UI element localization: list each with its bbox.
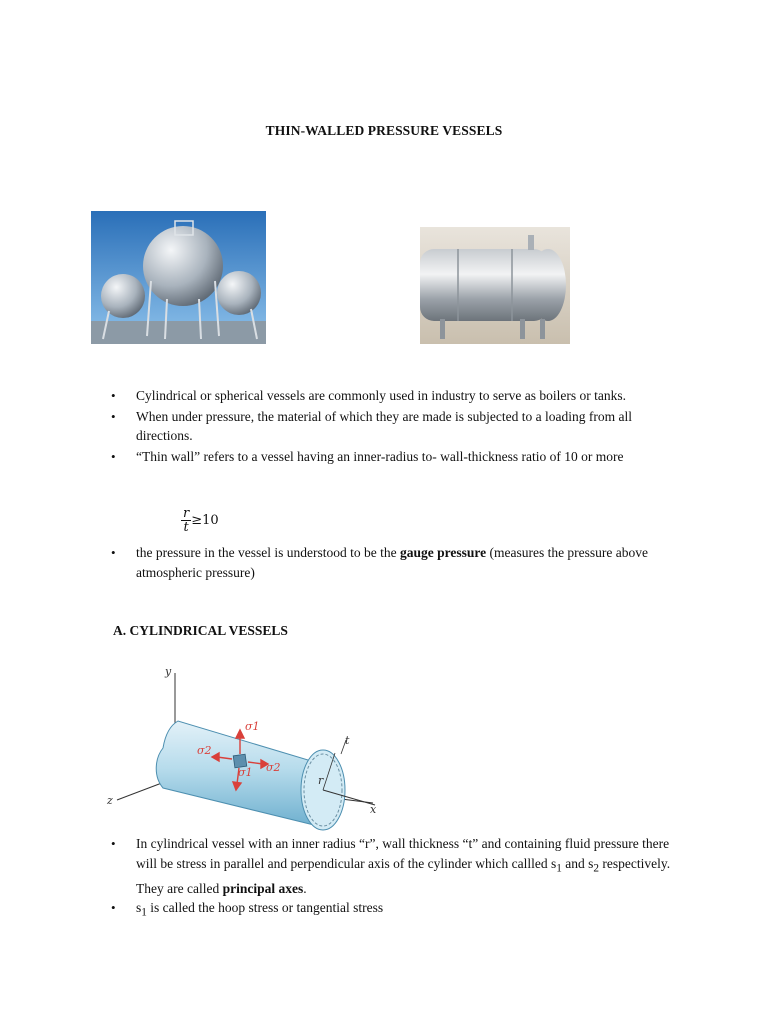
list-item: • $s_1$ is called the hoop stress or tangential stress	[111, 898, 671, 923]
ratio-fraction	[181, 507, 191, 534]
section-heading: A. CYLINDRICAL VESSELS	[113, 623, 288, 638]
fraction-relation: ≥10	[191, 513, 219, 528]
list-item: • In cylindrical vessel with an inner radius “r”, wall thickness “t” and containing fluid pressure there will be stress in parallel and perpendicular axis of the cylinder which callled $s_1$ and $s_2$ respectively. They are called principal axes.	[111, 834, 671, 898]
sigma2-left-label: σ2	[197, 744, 212, 757]
intro-bullet-list	[111, 386, 671, 467]
fraction-numerator: r	[183, 506, 190, 521]
list-item: • the pressure in the vessel is understood to be the gauge pressure (measures the pressure above atmospheric pressure)	[111, 543, 671, 582]
page-title: THIN-WALLED PRESSURE VESSELS	[265, 123, 503, 138]
gauge-bullet-list	[111, 543, 671, 582]
thin-wall-ratio-formula	[181, 507, 219, 534]
thickness-label: t	[345, 734, 350, 747]
list-item: • When under pressure, the material of which they are made is subjected to a loading from all directions.	[111, 407, 671, 446]
sigma1-bottom-label: σ1	[238, 766, 253, 779]
spherical-tanks-photo	[91, 211, 266, 344]
z-axis-label: z	[107, 794, 113, 807]
cylinder-bullet-list	[111, 834, 671, 923]
x-axis-label: x	[370, 803, 377, 816]
sigma2-right-label: σ2	[266, 761, 281, 774]
fraction-denominator: t	[183, 520, 189, 535]
cylinder-stress-diagram	[93, 658, 393, 833]
gauge-pressure-term: gauge pressure	[399, 545, 487, 560]
list-item: • Cylindrical or spherical vessels are commonly used in industry to serve as boilers or tanks.	[111, 386, 671, 406]
radius-label: r	[318, 774, 324, 787]
principal-axes-term: principal axes	[222, 880, 304, 896]
sigma1-top-label: σ1	[245, 720, 260, 733]
y-axis-label: y	[165, 665, 172, 678]
cylindrical-tank-photo	[420, 227, 570, 344]
list-item: • “Thin wall” refers to a vessel having an inner-radius to- wall-thickness ratio of 10 or more	[111, 447, 671, 467]
